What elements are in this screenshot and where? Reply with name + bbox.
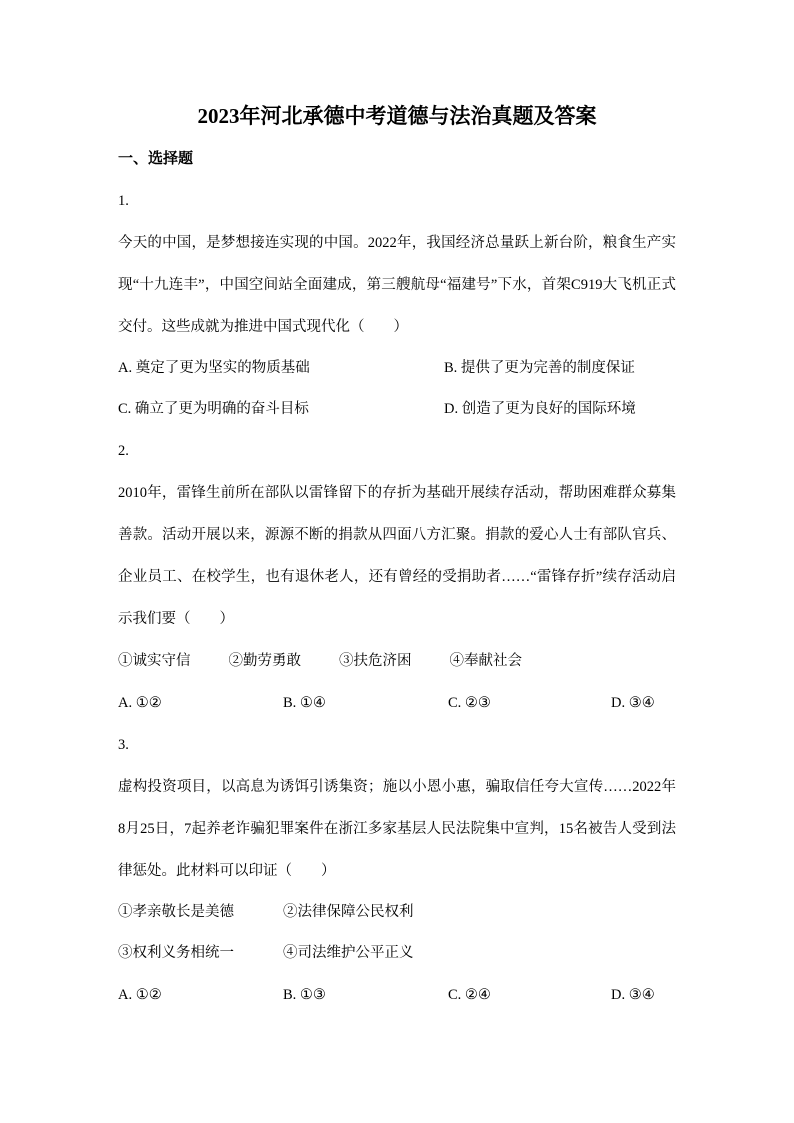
question-1 bbox=[118, 180, 676, 430]
question-2-statement-4: ④奉献社会 bbox=[449, 653, 522, 669]
question-2-statement-1: ①诚实守信 bbox=[118, 653, 191, 669]
question-1-option-a: A. 奠定了更为坚实的物质基础 bbox=[118, 360, 310, 376]
question-2-option-a: A. ①② bbox=[118, 695, 162, 711]
question-3-statement-2: ②法律保障公民权利 bbox=[283, 904, 414, 920]
section-heading: 一、选择题 bbox=[118, 151, 194, 167]
question-3-statement-4: ④司法维护公平正义 bbox=[283, 945, 414, 961]
question-3-statement-1: ①孝亲敬长是美德 bbox=[118, 904, 234, 920]
question-1-options bbox=[118, 348, 676, 430]
question-2-stem: 2010年，雷锋生前所在部队以雷锋留下的存折为基础开展续存活动，帮助困难群众募集善款。活动开展以来，源源不断的捐款从四面八方汇聚。捐款的爱心人士有部队官兵、企业员工、在校学生，也有退休老人，还有曾经的受捐助者……“雷锋存折”续存活动启示我们要（ ） bbox=[118, 485, 676, 627]
page-title: 2023年河北承德中考道德与法治真题及答案 bbox=[197, 104, 597, 128]
question-1-number: 1. bbox=[118, 193, 129, 209]
question-3-option-d: D. ③④ bbox=[611, 987, 655, 1003]
question-3-statement-3: ③权利义务相统一 bbox=[118, 945, 234, 961]
question-2-option-c: C. ②③ bbox=[448, 695, 491, 711]
question-1-option-d: D. 创造了更为良好的国际环境 bbox=[444, 401, 636, 417]
question-2-option-b: B. ①④ bbox=[283, 695, 326, 711]
question-3-option-b: B. ①③ bbox=[283, 987, 326, 1003]
question-3-options bbox=[118, 974, 676, 1016]
question-3-number: 3. bbox=[118, 737, 129, 753]
question-2-statement-2: ②勤劳勇敢 bbox=[228, 653, 301, 669]
question-3 bbox=[118, 724, 676, 1016]
question-3-option-a: A. ①② bbox=[118, 987, 162, 1003]
question-3-option-c: C. ②④ bbox=[448, 987, 491, 1003]
question-3-statements bbox=[118, 892, 676, 974]
question-2-statements bbox=[118, 640, 676, 682]
question-2-option-d: D. ③④ bbox=[611, 695, 655, 711]
question-1-option-c: C. 确立了更为明确的奋斗目标 bbox=[118, 401, 309, 417]
question-2-statement-3: ③扶危济困 bbox=[339, 653, 412, 669]
question-2-number: 2. bbox=[118, 443, 129, 459]
question-1-option-b: B. 提供了更为完善的制度保证 bbox=[444, 360, 635, 376]
question-2 bbox=[118, 430, 676, 724]
question-3-stem: 虚构投资项目，以高息为诱饵引诱集资；施以小恩小惠，骗取信任夸大宣传……2022年8月25日，7起养老诈骗犯罪案件在浙江多家基层人民法院集中宣判，15名被告人受到法律惩处。此材料可以印证（ ） bbox=[118, 779, 676, 879]
question-1-stem: 今天的中国，是梦想接连实现的中国。2022年，我国经济总量跃上新台阶，粮食生产实现“十九连丰”，中国空间站全面建成，第三艘航母“福建号”下水，首架C919大飞机正式交付。这些成就为推进中国式现代化（ ） bbox=[118, 235, 676, 335]
question-2-options bbox=[118, 682, 676, 724]
